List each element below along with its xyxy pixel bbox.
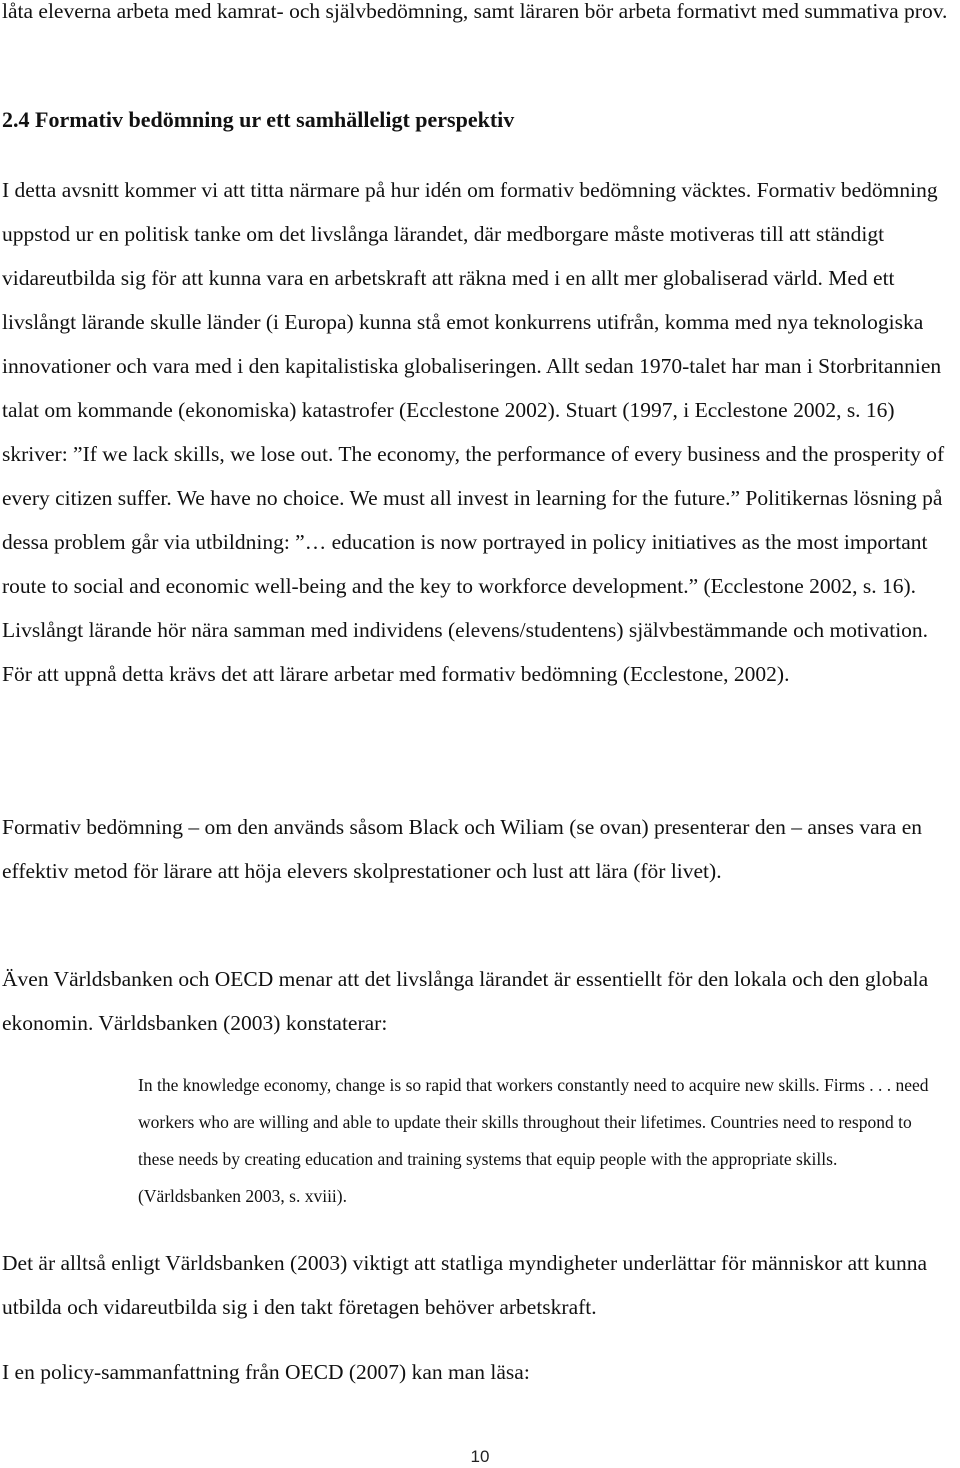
formativ-paragraph: Formativ bedömning – om den används såsom Black och Wiliam (se ovan) presenterar den – anses vara en effektiv metod för lärare att höja elevers skolprestationer och lust att lära (för livet). (2, 815, 922, 883)
main-paragraph: I detta avsnitt kommer vi att titta närmare på hur idén om formativ bedömning väcktes. Formativ bedömning uppstod ur en politisk tanke om det livslånga lärandet, där medborgare måste motiveras till att ständigt vidareutbilda sig för att kunna vara en arbetskraft att räkna med i en allt mer globaliserad värld. Med ett livslångt lärande skulle länder (i Europa) kunna stå emot konkurrens utifrån, komma med nya teknologiska innovationer och vara med i den kapitalistiska globaliseringen. Allt sedan 1970-talet har man i Storbritannien talat om kommande (ekonomiska) katastrofer (Ecclestone 2002). Stuart (1997, i Ecclestone 2002, s. 16) skriver: ”If we lack skills, we lose out. The economy, the performance of every business and the prosperity of every citizen suffer. We have no choice. We must all invest in learning for the future.” Politikernas lösning på dessa problem går via utbildning: ”… education is now portrayed in policy initiatives as the most important route to social and economic well-being and the key to workforce development.” (Ecclestone 2002, s. 16). Livslångt lärande hör nära samman med individens (elevens/studentens) självbestämmande och motivation. För att uppnå detta krävs det att lärare arbetar med formativ bedömning (Ecclestone, 2002). (2, 178, 945, 686)
section-heading: 2.4 Formativ bedömning ur ett samhälleligt perspektiv (2, 107, 515, 132)
intro-paragraph-end: låta eleverna arbeta med kamrat- och självbedömning, samt läraren bör arbeta formativt med summativa prov. (2, 0, 948, 23)
block-quote: In the knowledge economy, change is so rapid that workers constantly need to acquire new skills. Firms . . . need workers who are willing and able to update their skills throughout their lifetimes. Countries need to respond to these needs by creating education and training systems that equip people with the appropriate skills. (Världsbanken 2003, s. xviii). (138, 1075, 929, 1206)
policy-paragraph: I en policy-sammanfattning från OECD (2007) kan man läsa: (2, 1360, 530, 1384)
det-paragraph: Det är alltså enligt Världsbanken (2003) viktigt att statliga myndigheter underlättar för människor att kunna utbilda och vidareutbilda sig i den takt företagen behöver arbetskraft. (2, 1251, 928, 1319)
varldsbanken-paragraph: Även Världsbanken och OECD menar att det livslånga lärandet är essentiellt för den lokala och den globala ekonomin. Världsbanken (2003) konstaterar: (2, 967, 929, 1035)
page-number: 10 (470, 1447, 490, 1466)
